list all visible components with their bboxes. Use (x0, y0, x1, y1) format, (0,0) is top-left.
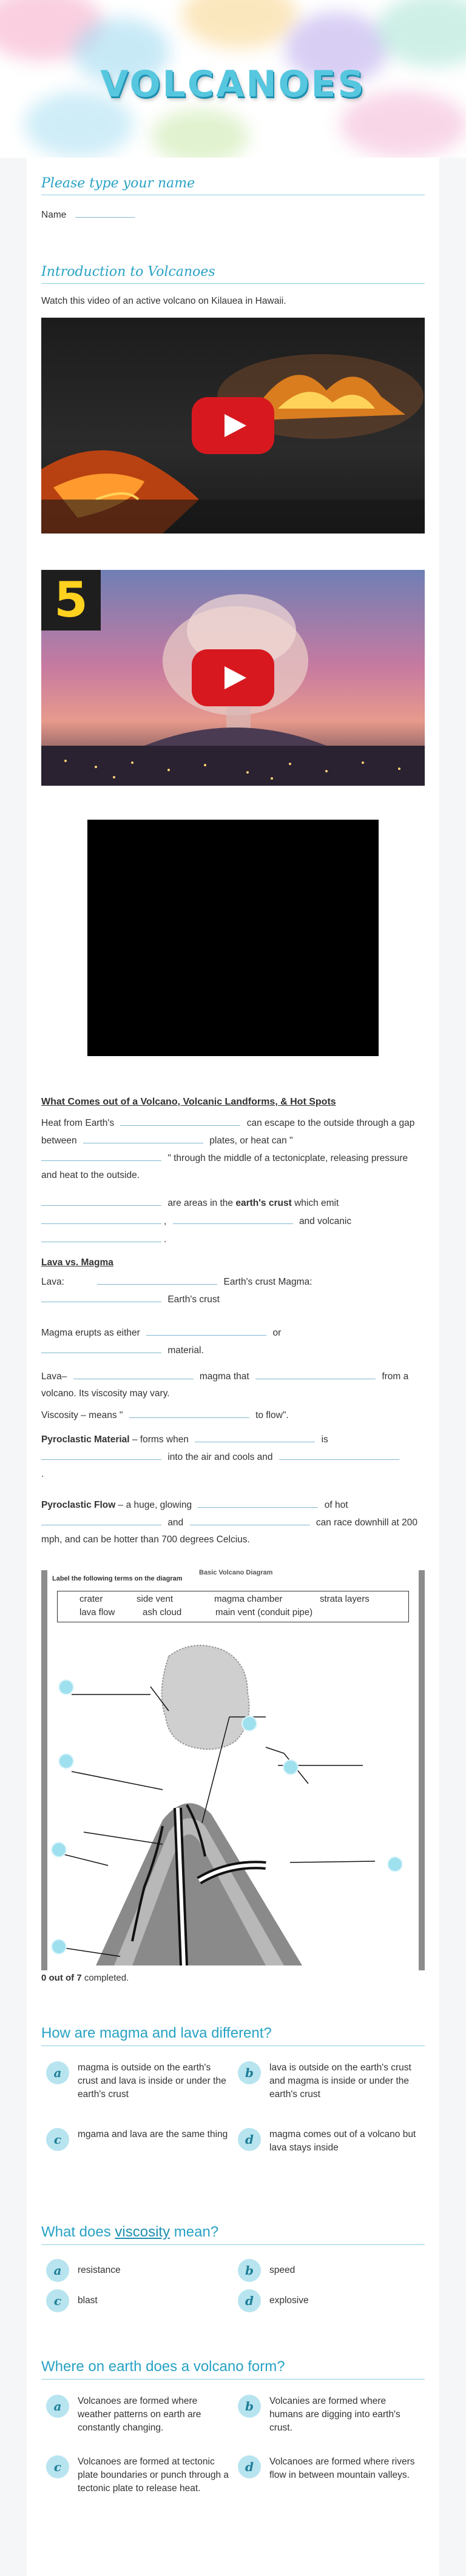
lava-definition: Lava: Earth's crust Magma: Earth's crust (41, 1273, 425, 1308)
q3-option-b[interactable]: b Volcanies are formed where humans are digging into earth's crust. (233, 2395, 415, 2443)
notes-paragraph-1: Heat from Earth's can escape to the outside through a gap between plates, or heat can " " through the middle of a tectonicplate, releasing pressure and heat to the outside. (41, 1114, 425, 1184)
blank-pyro-3[interactable] (279, 1448, 399, 1460)
volcano-diagram (41, 1570, 425, 1970)
lava-magma-heading: Lava vs. Magma (41, 1257, 113, 1268)
play-button[interactable] (192, 649, 274, 706)
term-crater: crater (79, 1594, 103, 1604)
q1-option-a[interactable]: a magma is outside on the earth's crust and lava is inside or under the earth's crust (41, 2061, 223, 2122)
question-2-title: What does viscosity mean? (41, 2224, 425, 2245)
blank-volcanic[interactable] (41, 1231, 161, 1242)
notes-paragraph-2: are areas in the earth's crust which emit , and volcanic . (41, 1194, 425, 1249)
q3-option-a[interactable]: a Volcanoes are formed where weather patterns on earth are constantly changing. (41, 2395, 223, 2443)
erupt-sentence: Magma erupts as either or material. (41, 1324, 425, 1359)
term-lava-flow: lava flow (79, 1607, 115, 1618)
q3-option-d[interactable]: d Volcanoes are formed where rivers flow in between mountain valleys. (233, 2455, 415, 2504)
label-target-1[interactable] (58, 1679, 74, 1695)
lava-sentence: Lava– magma that from a volcano. Its viscosity may vary. (41, 1368, 425, 1402)
pyroclastic-material: Pyroclastic Material – forms when is into the air and cools and . (41, 1431, 425, 1483)
worksheet (27, 158, 439, 2576)
label-target-7[interactable] (51, 1939, 67, 1955)
q3-option-c[interactable]: c Volcanoes are formed at tectonic plate boundaries or punch through a tectonic plate to release heat. (41, 2455, 223, 2516)
q1-option-d[interactable]: d magma comes out of a volcano but lava stays inside (233, 2128, 415, 2164)
intro-text: Watch this video of an active volcano on Kilauea in Hawaii. (41, 296, 286, 306)
viscosity-sentence: Viscosity – means " to flow". (41, 1407, 425, 1424)
question-1-title: How are magma and lava different? (41, 2025, 425, 2046)
label-target-4[interactable] (283, 1759, 299, 1775)
q2-option-b[interactable]: b speed (233, 2259, 415, 2286)
diagram-instruction: Label the following terms on the diagram (52, 1575, 183, 1582)
video-eruption[interactable] (41, 570, 425, 786)
label-target-6[interactable] (387, 1856, 403, 1872)
volcano-drawing (47, 1626, 419, 1965)
header-banner (0, 0, 466, 158)
intro-section-title: Introduction to Volcanoes (41, 264, 425, 284)
play-button[interactable] (192, 397, 274, 454)
label-target-5[interactable] (51, 1842, 67, 1858)
blank-viscosity[interactable] (129, 1407, 249, 1418)
blank-emit-1[interactable] (41, 1213, 161, 1224)
blank-magma[interactable] (41, 1291, 161, 1302)
name-label: Name (41, 210, 67, 220)
q1-option-b[interactable]: b lava is outside on the earth's crust and magma is inside or under the earth's crust (233, 2061, 415, 2122)
viscosity-link[interactable]: viscosity (115, 2224, 171, 2240)
blank-heat-source[interactable] (120, 1114, 240, 1126)
name-input[interactable] (75, 206, 135, 218)
blank-flow-1[interactable] (198, 1496, 318, 1508)
blank-lava-3[interactable] (255, 1368, 376, 1379)
q1-option-c[interactable]: c mgama and lava are the same thing (41, 2128, 223, 2164)
q2-option-d[interactable]: d explosive (233, 2289, 415, 2316)
pyroclastic-flow: Pyroclastic Flow – a huge, glowing of hot and can race downhill at 200 mph, and can be hotter than 700 degrees Celcius. (41, 1496, 425, 1548)
page-title: VOLCANOES (100, 63, 366, 105)
term-ash-cloud: ash cloud (143, 1607, 182, 1618)
term-magma-chamber: magma chamber (214, 1594, 283, 1604)
name-section-title: Please type your name (41, 176, 425, 195)
blank-pyro-2[interactable] (41, 1448, 161, 1460)
blank-pyro-1[interactable] (195, 1431, 315, 1442)
blank-lava[interactable] (97, 1273, 217, 1285)
blank-erupt-1[interactable] (146, 1324, 266, 1336)
video-number-badge: 5 (41, 570, 101, 631)
term-strata-layers: strata layers (320, 1594, 370, 1604)
blank-punch[interactable] (41, 1149, 161, 1161)
name-row (41, 206, 425, 223)
label-target-3[interactable] (58, 1753, 74, 1769)
label-target-2[interactable] (241, 1716, 257, 1731)
video-kilauea[interactable] (41, 318, 425, 534)
blank-plate-type[interactable] (83, 1132, 203, 1143)
embedded-media[interactable] (87, 820, 379, 1056)
diagram-progress: 0 out of 7 completed. (41, 1973, 129, 1983)
blank-erupt-2[interactable] (41, 1342, 161, 1353)
term-main-vent: main vent (conduit pipe) (215, 1607, 313, 1618)
q2-option-a[interactable]: a resistance (41, 2259, 223, 2286)
terms-box (57, 1591, 409, 1622)
notes-heading: What Comes out of a Volcano, Volcanic Landforms, & Hot Spots (41, 1097, 336, 1107)
q2-option-c[interactable]: c blast (41, 2289, 223, 2316)
blank-flow-3[interactable] (190, 1514, 310, 1525)
term-side-vent: side vent (137, 1594, 174, 1604)
blank-lava-2[interactable] (73, 1368, 194, 1379)
blank-emit-2[interactable] (173, 1213, 293, 1224)
diagram-subtitle: Basic Volcano Diagram (199, 1569, 273, 1576)
blank-hot-spots[interactable] (41, 1194, 161, 1206)
blank-flow-2[interactable] (41, 1514, 161, 1525)
question-3-title: Where on earth does a volcano form? (41, 2358, 425, 2380)
